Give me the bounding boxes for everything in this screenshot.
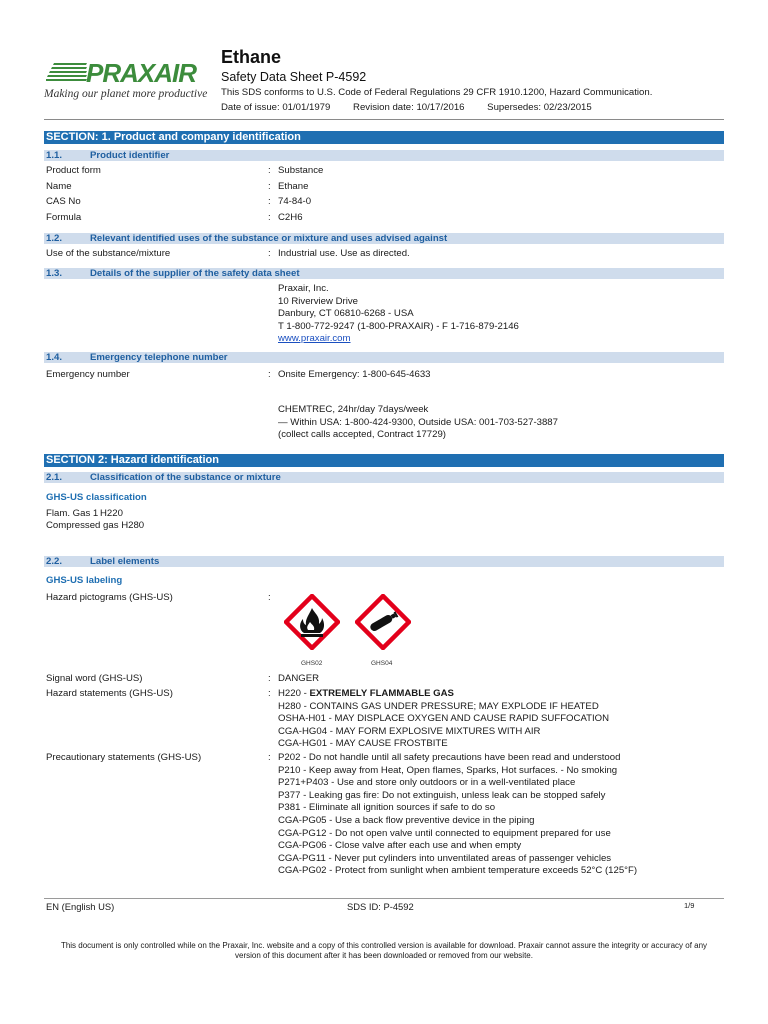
field-label: Hazard statements (GHS-US) <box>46 688 173 699</box>
footer-disclaimer: This document is only controlled while on the Praxair, Inc. website and a copy of this controlled version is available for download. Praxair cannot assure the integrity or accuracy of any version of this document after it has been downloaded or removed from our website. <box>60 941 708 961</box>
field-value: 74-84-0 <box>278 196 312 207</box>
precaution-statement: CGA-PG02 - Protect from sunlight when ambient temperature exceeds 52°C (125°F) <box>278 865 638 877</box>
logo-tagline: Making our planet more productive <box>44 88 208 100</box>
subsection-1-4-header <box>44 352 724 363</box>
hazard-statement-bold: EXTREMELY FLAMMABLE GAS <box>309 688 454 699</box>
flame-icon <box>284 594 340 650</box>
supersedes-date: Supersedes: 02/23/2015 <box>487 102 592 113</box>
chemtrec-line: — Within USA: 1-800-424-9300, Outside USA: 001-703-527-3887 <box>278 416 558 428</box>
chemtrec-line: CHEMTREC, 24hr/day 7days/week <box>278 404 429 415</box>
conformance-note: This SDS conforms to U.S. Code of Federal Regulations 29 CFR 1910.1200, Hazard Communication. <box>221 87 653 98</box>
pictogram-code-ghs04: GHS04 <box>371 660 393 667</box>
subsection-title: Label elements <box>90 556 160 567</box>
field-label: Signal word (GHS-US) <box>46 673 143 684</box>
subsection-number: 1.1. <box>46 150 63 161</box>
class-name: Flam. Gas 1 <box>46 508 99 519</box>
precaution-statement: P202 - Do not handle until all safety precautions have been read and understood <box>278 752 621 763</box>
date-of-issue: Date of issue: 01/01/1979 <box>221 102 331 113</box>
footer-sds-id: SDS ID: P-4592 <box>347 901 414 912</box>
gas-cylinder-icon <box>355 594 411 650</box>
precaution-statement: P381 - Eliminate all ignition sources if safe to do so <box>278 802 496 814</box>
subsection-title: Relevant identified uses of the substance or mixture and uses advised against <box>90 233 448 244</box>
logo-stripes-icon <box>46 62 88 82</box>
field-value: Substance <box>278 165 324 176</box>
subsection-title: Classification of the substance or mixture <box>90 472 281 483</box>
supplier-line: Danbury, CT 06810-6268 - USA <box>278 308 414 320</box>
field-value: C2H6 <box>278 212 303 223</box>
subsection-2-1-header <box>44 472 724 483</box>
field-value: Ethane <box>278 181 309 192</box>
subsection-2-2-header <box>44 556 724 567</box>
subsection-1-1-header <box>44 150 724 161</box>
precaution-statement: P377 - Leaking gas fire: Do not extinguish, unless leak can be stopped safely <box>278 789 606 801</box>
classification-row <box>46 520 144 531</box>
precaution-statement: CGA-PG05 - Use a back flow preventive device in the piping <box>278 814 535 826</box>
document-dates <box>221 102 612 113</box>
hazard-statement: CGA-HG04 - MAY FORM EXPLOSIVE MIXTURES WITH AIR <box>278 725 541 737</box>
precaution-statement: P271+P403 - Use and store only outdoors or in a well-ventilated place <box>278 777 576 789</box>
field-value: Onsite Emergency: 1-800-645-4633 <box>278 369 431 380</box>
chemtrec-line: (collect calls accepted, Contract 17729) <box>278 429 446 441</box>
subsection-number: 2.2. <box>46 556 63 567</box>
field-label: Precautionary statements (GHS-US) <box>46 752 202 763</box>
footer-page-number: 1/9 <box>684 901 695 910</box>
logo-wordmark: PRAXAIR <box>86 58 197 88</box>
subsection-title: Emergency telephone number <box>90 352 228 363</box>
pictogram-code-ghs02: GHS02 <box>301 660 323 667</box>
ghs-classification-heading: GHS-US classification <box>46 492 147 503</box>
subsection-number: 1.4. <box>46 352 63 363</box>
hazard-statement: OSHA-H01 - MAY DISPLACE OXYGEN AND CAUSE RAPID SUFFOCATION <box>278 713 610 725</box>
field-label: Product form <box>46 165 101 176</box>
supplier-website-link[interactable]: www.praxair.com <box>278 333 351 345</box>
precaution-statement: CGA-PG06 - Close valve after each use and when empty <box>278 840 522 852</box>
precaution-statement: CGA-PG11 - Never put cylinders into unventilated areas of passenger vehicles <box>278 852 612 864</box>
field-label: Formula <box>46 212 82 223</box>
field-value: Industrial use. Use as directed. <box>278 248 410 259</box>
subsection-number: 2.1. <box>46 472 63 483</box>
header-divider <box>44 119 724 120</box>
ghs-labeling-heading: GHS-US labeling <box>46 575 123 586</box>
subsection-number: 1.3. <box>46 268 63 279</box>
section-2-header: SECTION 2: Hazard identification <box>44 454 724 467</box>
document-title: Ethane <box>221 47 282 67</box>
signal-word-value: DANGER <box>278 673 320 684</box>
classification-row <box>46 508 123 519</box>
supplier-line: T 1-800-772-9247 (1-800-PRAXAIR) - F 1-716-879-2146 <box>278 320 519 332</box>
sds-page: PRAXAIR Making our planet more productive Ethane Safety Data Sheet P-4592 This SDS conforms to U.S. Code of Federal Regulations 29 CFR 1910.1200, Hazard Communication. Date of issue: 01/01/1979 Revision date: 10/17/2016 Supersedes: 02/23/2015 SECTION: 1. Product and company identification 1.1. Product identifier Product form : Substance Name : Ethane CAS No : 74-84-0 Formula : C2H6 1.2. Relevant identified uses of the substance or mixture and uses advised against Use of the substance/mixture : Industrial use. Use as directed. 1.3. Details of the supplier of the safety data sheet Praxair, Inc. 10 Riverview Drive Danbury, CT 06810-6268 - USA T 1-800-772-9247 (1-800-PRAXAIR) - F 1-716-879-2146 www.praxair.com 1.4. Emergency telephone number Emergency number : Onsite Emergency: 1-800-645-4633 CHEMTREC, 24hr/day 7days/week — Within USA: 1-800-424-9300, Outside USA: 001-703-527-3887 (collect calls accepted, Contract 17729) SECTION 2: Hazard identification 2.1. Classification of the substance or mixture GHS-US classification Flam. Gas 1 H220 Compressed gas H280 2.2. Label elements GHS-US labeling Hazard pictograms (GHS-US) : GHS02 GHS04 Signal word (GHS-US) : DANGER Hazard statements (GHS-US) : H220 - EXTREMELY FLAMMABLE GAS H280 - CONTAINS GAS UNDER PRESSURE; MAY EXPLODE IF HEATED OSHA-H01 - MAY DISPLACE OXYGEN AND CAUSE RAPID SUFFOCATION CGA-HG04 - MAY FORM EXPLOSIVE MIXTURES WITH AIR CGA-HG01 - MAY CAUSE FROSTBITE Precautionary statements (GHS-US) : P202 - Do not handle until all safety precautions have been read and understood P210 - Keep away from Heat, Open flames, Sparks, Hot surfaces. - No smoking P271+P403 - Use and store only outdoors or in a well-ventilated place P377 - Leaking gas fire: Do not extinguish, unless leak can be stopped safely P381 - Eliminate all ignition sources if safe to do so CGA-PG05 - Use a back flow preventive device in the piping CGA-PG12 - Do not open valve until connected to equipment prepared for use CGA-PG06 - Close valve after each use and when empty CGA-PG11 - Never put cylinders into unventilated areas of passenger vehicles CGA-PG02 - Protect from sunlight when ambient temperature exceeds 52°C (125°F) EN (English US) SDS ID: P-4592 1/9 This document is only controlled while on the Praxair, Inc. website and a copy of this controlled version is available for download. Praxair cannot assure the integrity or accuracy of any version of this document after it has been downloaded or removed from our website. <box>0 0 768 1024</box>
precaution-statement: P210 - Keep away from Heat, Open flames, Sparks, Hot surfaces. - No smoking <box>278 764 618 776</box>
subsection-number: 1.2. <box>46 233 63 244</box>
praxair-logo <box>44 58 220 108</box>
hazard-statement: H280 - CONTAINS GAS UNDER PRESSURE; MAY EXPLODE IF HEATED <box>278 700 599 712</box>
field-label: Name <box>46 181 72 192</box>
class-code: H280 <box>121 520 145 531</box>
supplier-line: 10 Riverview Drive <box>278 295 358 307</box>
document-subtitle: Safety Data Sheet P-4592 <box>221 70 367 84</box>
footer-divider <box>44 898 724 899</box>
subsection-title: Product identifier <box>90 150 170 161</box>
field-label: Use of the substance/mixture <box>46 248 171 259</box>
subsection-title: Details of the supplier of the safety data sheet <box>90 268 300 279</box>
footer-language: EN (English US) <box>46 901 115 912</box>
revision-date: Revision date: 10/17/2016 <box>353 102 465 113</box>
field-label: Hazard pictograms (GHS-US) <box>46 592 173 603</box>
class-name: Compressed gas <box>46 520 119 531</box>
precaution-statement: CGA-PG12 - Do not open valve until connected to equipment prepared for use <box>278 827 611 839</box>
hazard-statement: CGA-HG01 - MAY CAUSE FROSTBITE <box>278 738 448 750</box>
class-code: H220 <box>100 508 123 519</box>
supplier-line: Praxair, Inc. <box>278 283 329 294</box>
hazard-code: H220 - <box>278 688 310 699</box>
field-label: CAS No <box>46 196 81 207</box>
section-1-header: SECTION: 1. Product and company identification <box>44 131 724 144</box>
subsection-1-3-header <box>44 268 724 279</box>
field-label: Emergency number <box>46 369 130 380</box>
subsection-1-2-header <box>44 233 724 244</box>
